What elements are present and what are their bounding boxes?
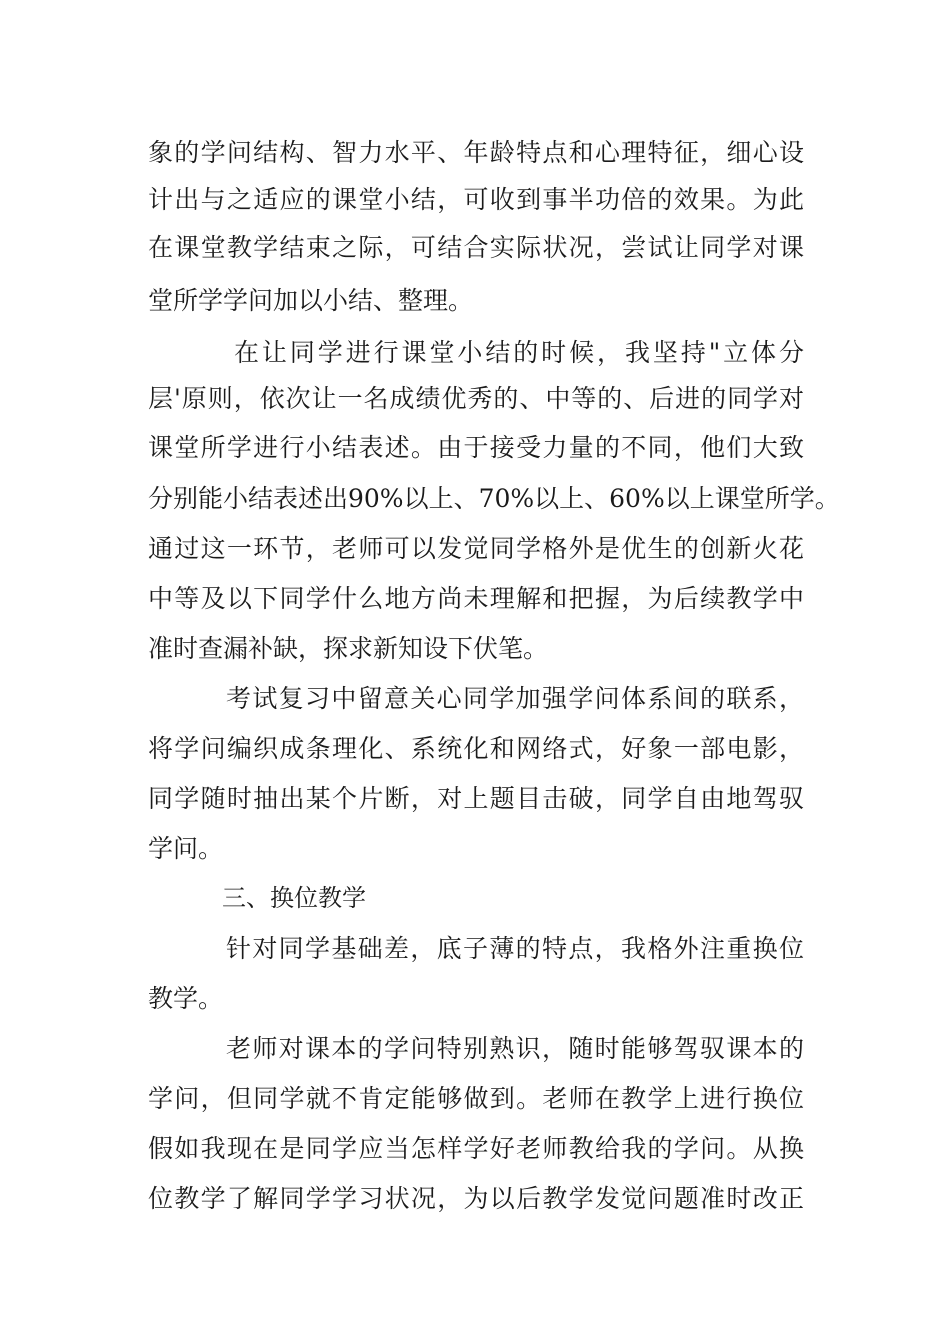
text-line: 通过这一环节，老师可以发觉同学格外是优生的创新火花 (148, 534, 804, 563)
text-line: 课堂所学进行小结表述。由于接受力量的不同，他们大致 (148, 433, 804, 462)
text-line: 层'原则，依次让一名成绩优秀的、中等的、后进的同学对 (148, 384, 804, 413)
text-line: 象的学问结构、智力水平、年龄特点和心理特征，细心设 (148, 138, 804, 167)
text-line: 教学。 (148, 984, 224, 1013)
text-line: 堂所学学问加以小结、整理。 (148, 286, 474, 315)
text-line: 假如我现在是同学应当怎样学好老师教给我的学问。从换 (148, 1134, 804, 1163)
text-line: 将学问编织成条理化、系统化和网络式，好象一部电影， (148, 734, 804, 763)
text-line: 针对同学基础差，底子薄的特点，我格外注重换位 (226, 934, 804, 963)
text-line: 在课堂教学结束之际，可结合实际状况，尝试让同学对课 (148, 233, 804, 262)
text-line: 学问，但同学就不肯定能够做到。老师在教学上进行换位 (148, 1084, 804, 1113)
text-line: 考试复习中留意关心同学加强学问体系间的联系， (226, 684, 804, 713)
text-line: 中等及以下同学什么地方尚未理解和把握，为后续教学中 (148, 584, 804, 613)
text-line: 在让同学进行课堂小结的时候，我坚持"立体分 (234, 338, 804, 367)
text-line: 准时查漏补缺，探求新知设下伏笔。 (148, 634, 549, 663)
text-line: 位教学了解同学学习状况，为以后教学发觉问题准时改正 (148, 1184, 804, 1213)
text-line: 分别能小结表述出90%以上、70%以上、60%以上课堂所学。 (148, 484, 840, 513)
text-line: 学问。 (148, 834, 224, 863)
section-heading: 三、换位教学 (222, 884, 366, 912)
text-line: 计出与之适应的课堂小结，可收到事半功倍的效果。为此 (148, 185, 804, 214)
text-line: 同学随时抽出某个片断，对上题目击破，同学自由地驾驭 (148, 784, 804, 813)
text-line: 老师对课本的学问特别熟识，随时能够驾驭课本的 (226, 1034, 804, 1063)
